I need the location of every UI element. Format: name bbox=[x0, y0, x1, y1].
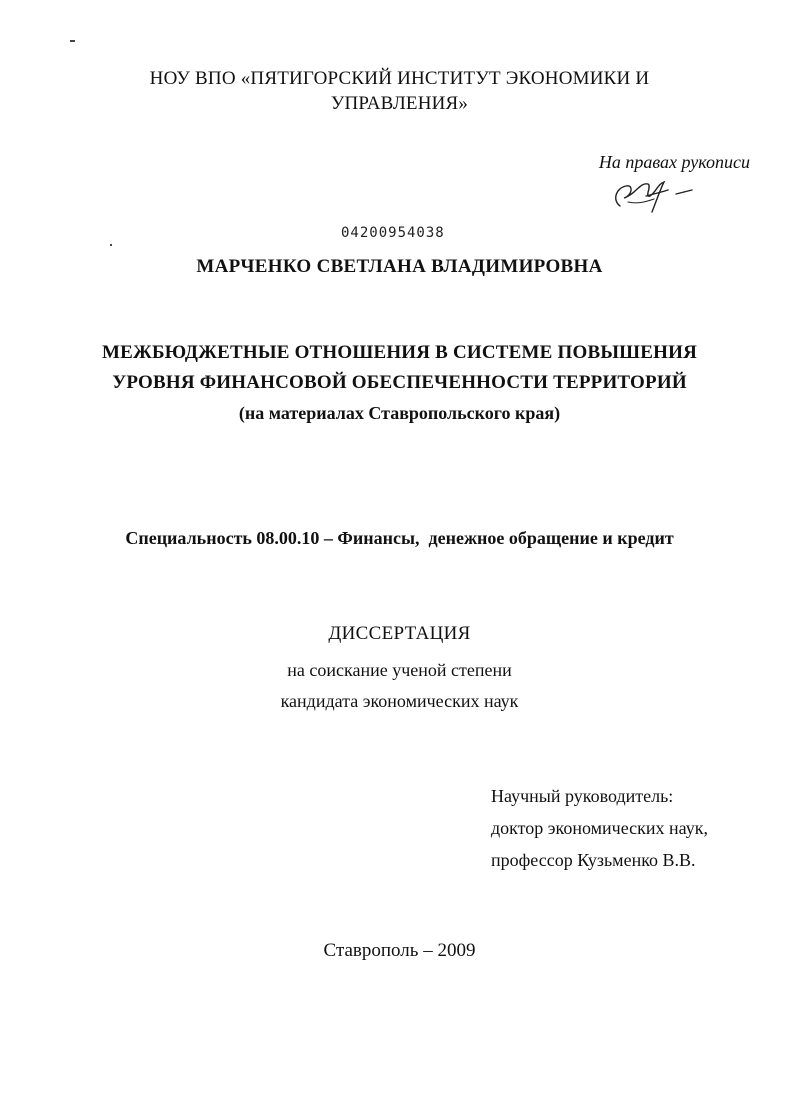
archive-number: 04200954038 bbox=[341, 225, 445, 241]
city-year: Ставрополь – 2009 bbox=[323, 940, 476, 961]
degree-line-2: кандидата экономических наук bbox=[280, 691, 519, 711]
institute-line-1: НОУ ВПО «ПЯТИГОРСКИЙ ИНСТИТУТ ЭКОНОМИКИ И bbox=[149, 68, 650, 89]
document-type: ДИССЕРТАЦИЯ bbox=[328, 623, 471, 644]
degree-info bbox=[0, 655, 799, 717]
author-name: МАРЧЕНКО СВЕТЛАНА ВЛАДИМИРОВНА bbox=[196, 256, 603, 277]
scientific-advisor bbox=[491, 780, 791, 876]
scan-speck bbox=[110, 244, 112, 246]
specialty: Специальность 08.00.10 – Финансы, денежное обращение и кредит bbox=[125, 528, 674, 548]
title-line-1: МЕЖБЮДЖЕТНЫЕ ОТНОШЕНИЯ В СИСТЕМЕ ПОВЫШЕНИЯ bbox=[101, 342, 697, 363]
institute-name bbox=[0, 66, 799, 116]
manuscript-rights-note: На правах рукописи bbox=[598, 152, 750, 172]
scan-speck bbox=[70, 40, 75, 42]
advisor-label: Научный руководитель: bbox=[491, 786, 674, 806]
degree-line-1: на соискание ученой степени bbox=[287, 660, 512, 680]
dissertation-title bbox=[0, 338, 799, 398]
advisor-degree: доктор экономических наук, bbox=[491, 818, 708, 838]
handwritten-signature bbox=[606, 172, 696, 218]
dissertation-subtitle: (на материалах Ставропольского края) bbox=[238, 403, 561, 423]
advisor-name: профессор Кузьменко В.В. bbox=[491, 850, 696, 870]
title-line-2: УРОВНЯ ФИНАНСОВОЙ ОБЕСПЕЧЕННОСТИ ТЕРРИТОРИЙ bbox=[112, 372, 687, 393]
institute-line-2: УПРАВЛЕНИЯ» bbox=[330, 93, 469, 114]
